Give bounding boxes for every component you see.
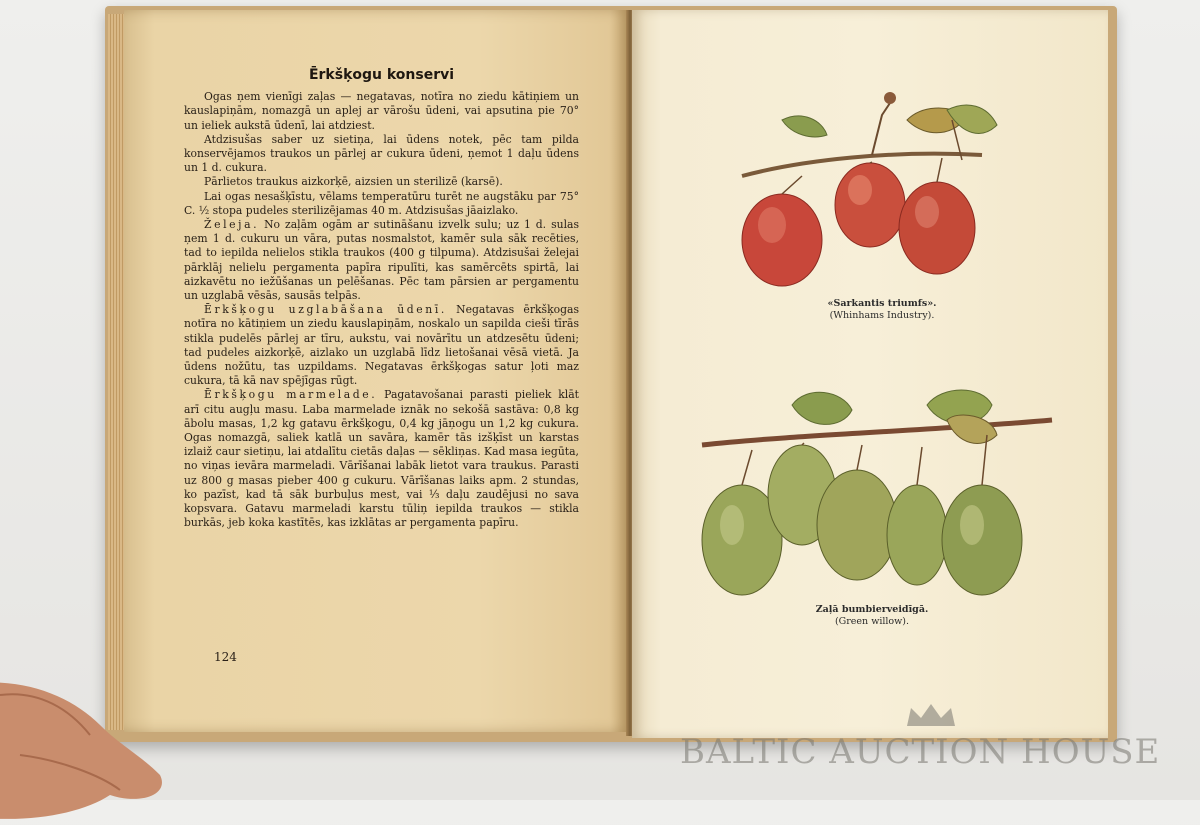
- watermark-text: BALTIC AUCTION HOUSE: [680, 732, 1161, 772]
- paragraph: Lai ogas nesašķīstu, vēlams temperatūru turēt ne augstāku par 75° C. ½ stopa pudeles sterilizējamas 40 m. Atdzisušas jāaizlako.: [184, 189, 579, 217]
- udeni-paragraph: [184, 303, 579, 388]
- udeni-title: Ērkšķogu uzglabāšana ūdenī.: [204, 303, 447, 317]
- marmelade-title: Ērkšķogu marmelade.: [204, 388, 378, 402]
- plate1-subtitle: (Whinhams Industry).: [829, 310, 935, 321]
- page-heading: Ērkšķogu konservi: [308, 67, 455, 83]
- paragraph: Pārlietos traukus aizkorķē, aizsien un sterilizē (karsē).: [204, 175, 503, 189]
- recipe-text-block: [184, 68, 579, 531]
- udeni-text: Negatavas ērkšķogas notīra no kātiņiem un ziedu kauslapiņām, noskalo un sapilda cieši tīrās stikla pudelēs pārlej ar tīru, aukstu, vai novārītu un atdzesētu ūdeni; tad pudeles aizkorķē, aizlako un uzglabā līdz lietošanai vēsā vietā. Ja ūdens nožūtu, tas uzpildams. Negatavas ērkšķogas satur ļoti maz cukura, tā kā nav spējīgas rūgt.: [184, 303, 579, 388]
- plate1-caption: [782, 298, 982, 322]
- paragraph: Ogas ņem vienīgi zaļas — negatavas, notīra no ziedu kātiņiem un kauslapiņām, nomazgā un aplej ar vārošu ūdeni, vai apsutina pie 70° un ieliek aukstā ūdenī, lai atdziest.: [184, 90, 579, 132]
- page-edges: [108, 14, 124, 730]
- marmelade-text: Pagatavošanai parasti pieliek klāt arī citu augļu masu. Laba marmelade iznāk no sekošā sastāva: 0,8 kg ābolu masas, 1,2 kg gatavu ērkšķogu, 0,4 kg jāņogu un 1,2 kg cukura. Ogas nomazgā, saliek katlā un savāra, kamēr tās izšķīst un karstas izlaiž caur sietiņu, lai atdalītu cietās daļas — sēkliņas. Kad masa iegūta, no viņas ievāra marmeladi. Vārīšanai labāk lietot vara traukus. Parasti uz 800 g masas pieber 400 g cukuru. Vārīšanas laiks apm. 2 stundas, ko pazīst, kad tā sāk burbuļus mest, vai ⅓ daļu zaudējusi no sava kopsvara. Gatavu marmeladi karstu tūliņ iepilda traukos — stikla burkās, jeb koka kastītēs, kas izklātas ar pergamenta papīru.: [184, 388, 580, 530]
- plate2-caption: [762, 604, 982, 628]
- zeleja-title: Želeja.: [204, 218, 260, 232]
- marmelade-paragraph: [184, 388, 579, 530]
- page-number: 124: [214, 650, 237, 664]
- plate2-name: Zaļā bumbierveidīgā.: [815, 604, 929, 615]
- zeleja-paragraph: [184, 218, 579, 303]
- left-page: [124, 10, 630, 732]
- red-gooseberry-illustration: [732, 80, 1012, 310]
- green-gooseberry-illustration: [692, 375, 1062, 615]
- paragraph: Atdzisušas saber uz sietiņa, lai ūdens notek, pēc tam pilda konservējamos traukos un pārlej ar cukura ūdeni, ņemot 1 daļu ūdens un 1 d. cukura.: [184, 132, 579, 175]
- hand-image: [0, 665, 190, 825]
- plate1-name: «Sarkantis triumfs».: [827, 298, 937, 309]
- zeleja-text: No zaļām ogām ar sutināšanu izvelk sulu; uz 1 d. sulas ņem 1 d. cukuru un vāra, putas nosmalstot, kamēr sula sāk recēties, tad to iepilda nelielos stikla traukos (400 g tilpuma). Atdzisušai želejai pārklāj nelielu pergamenta papīra ripulīti, kas samērcēts spirtā, lai aizkavētu no iežūšanas un pelēšanas. Pēc tam pārsien ar pergamentu un uzglabā vēsās, sausās telpās.: [184, 218, 579, 303]
- crown-icon: [903, 700, 959, 730]
- plate2-subtitle: (Green willow).: [834, 616, 910, 627]
- right-page: [632, 10, 1108, 738]
